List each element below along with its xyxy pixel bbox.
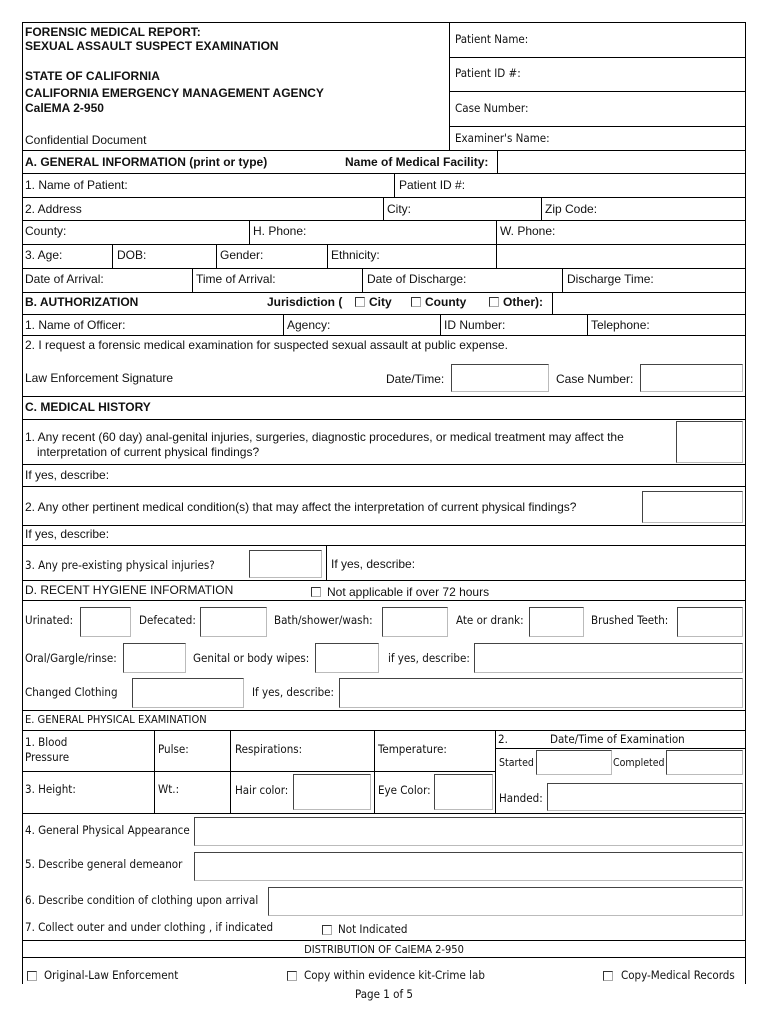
- jurisdiction-county-label: County: [425, 295, 467, 309]
- exam-datetime-number: 2.: [498, 732, 508, 746]
- eye-color-label: Eye Color:: [378, 783, 431, 797]
- jurisdiction-other-label: Other):: [503, 295, 543, 309]
- exam-request-text: 2. I request a forensic medical examination for suspected sexual assault at public expense.: [25, 338, 508, 352]
- bath-shower-label: Bath/shower/wash:: [274, 613, 373, 627]
- clothing-condition-input[interactable]: [268, 887, 743, 916]
- home-phone-field[interactable]: H. Phone:: [253, 224, 307, 238]
- defecated-input[interactable]: [200, 607, 267, 637]
- changed-clothing-input[interactable]: [132, 678, 244, 708]
- not-indicated-label: Not Indicated: [338, 922, 408, 936]
- section-d-heading: D. RECENT HYGIENE INFORMATION: [25, 583, 234, 597]
- age-field[interactable]: 3. Age:: [25, 248, 63, 262]
- q3-describe-field[interactable]: If yes, describe:: [331, 557, 416, 571]
- q2-describe-field[interactable]: If yes, describe:: [25, 527, 110, 541]
- copy-medical-records-label: Copy-Medical Records: [621, 968, 735, 982]
- copy-crime-lab-label: Copy within evidence kit-Crime lab: [304, 968, 485, 982]
- respirations-field[interactable]: Respirations:: [235, 742, 303, 756]
- urinated-input[interactable]: [80, 607, 131, 637]
- hygiene-describe-input[interactable]: [474, 643, 743, 673]
- header-case-number[interactable]: Case Number:: [455, 101, 529, 115]
- eye-color-input[interactable]: [434, 774, 493, 810]
- copy-medical-records-checkbox[interactable]: [603, 971, 613, 981]
- work-phone-field[interactable]: W. Phone:: [500, 224, 556, 238]
- general-demeanor-input[interactable]: [194, 852, 743, 881]
- telephone-field[interactable]: Telephone:: [591, 318, 650, 332]
- gender-field[interactable]: Gender:: [220, 248, 264, 262]
- urinated-label: Urinated:: [25, 613, 74, 627]
- pre-existing-injuries-answer[interactable]: [249, 550, 322, 578]
- state-label: STATE OF CALIFORNIA: [25, 69, 160, 83]
- address-field[interactable]: 2. Address: [25, 202, 82, 216]
- section-b-heading: B. AUTHORIZATION: [25, 295, 139, 309]
- original-law-enforcement-checkbox[interactable]: [27, 971, 37, 981]
- time-of-arrival-field[interactable]: Time of Arrival:: [196, 272, 276, 286]
- hair-color-label: Hair color:: [235, 783, 289, 797]
- clothing-describe-input[interactable]: [339, 678, 743, 708]
- medical-facility-label: Name of Medical Facility:: [345, 155, 489, 169]
- form-number: CalEMA 2-950: [25, 101, 104, 115]
- bath-shower-input[interactable]: [382, 607, 448, 637]
- medical-history-q2-answer[interactable]: [642, 491, 743, 523]
- jurisdiction-city-label: City: [369, 295, 392, 309]
- exam-started-input[interactable]: [536, 750, 612, 775]
- genital-wipes-label: Genital or body wipes:: [193, 651, 310, 665]
- patient-id-field[interactable]: Patient ID #:: [399, 178, 466, 192]
- exam-datetime-label: Date/Time of Examination: [550, 732, 685, 746]
- case-number-input[interactable]: [640, 364, 743, 392]
- exam-completed-label: Completed: [613, 757, 665, 769]
- not-indicated-checkbox[interactable]: [322, 925, 332, 935]
- datetime-input[interactable]: [451, 364, 549, 392]
- ethnicity-field[interactable]: Ethnicity:: [331, 248, 380, 262]
- county-field[interactable]: County:: [25, 224, 67, 238]
- page-number: Page 1 of 5: [355, 987, 413, 1001]
- id-number-field[interactable]: ID Number:: [444, 318, 506, 332]
- jurisdiction-other-checkbox[interactable]: [489, 297, 499, 307]
- section-c-heading: C. MEDICAL HISTORY: [25, 400, 151, 414]
- jurisdiction-city-checkbox[interactable]: [355, 297, 365, 307]
- header-patient-name[interactable]: Patient Name:: [455, 32, 529, 46]
- oral-gargle-label: Oral/Gargle/rinse:: [25, 651, 117, 665]
- handed-input[interactable]: [547, 783, 743, 811]
- height-field[interactable]: 3. Height:: [25, 782, 76, 796]
- case-number-label: Case Number:: [556, 372, 634, 386]
- agency-field[interactable]: Agency:: [287, 318, 331, 332]
- handed-label: Handed:: [499, 791, 543, 805]
- weight-field[interactable]: Wt.:: [158, 782, 180, 796]
- original-law-enforcement-label: Original-Law Enforcement: [44, 968, 179, 982]
- clothing-describe-label: If yes, describe:: [252, 685, 334, 699]
- blood-pressure-label-line1[interactable]: 1. Blood: [25, 735, 68, 749]
- discharge-time-field[interactable]: Discharge Time:: [567, 272, 654, 286]
- general-demeanor-label: 5. Describe general demeanor: [25, 857, 183, 871]
- medical-history-q1-line1: 1. Any recent (60 day) anal-genital injuries, surgeries, diagnostic procedures, or medical treatment may affect the: [25, 430, 624, 444]
- copy-crime-lab-checkbox[interactable]: [287, 971, 297, 981]
- hygiene-describe-label: if yes, describe:: [388, 651, 470, 665]
- genital-wipes-input[interactable]: [315, 643, 379, 673]
- pulse-field[interactable]: Pulse:: [158, 742, 189, 756]
- medical-history-q2: 2. Any other pertinent medical condition(s) that may affect the interpretation of current physical findings?: [25, 500, 577, 514]
- collect-clothing-label: 7. Collect outer and under clothing , if indicated: [25, 920, 274, 934]
- exam-completed-input[interactable]: [666, 750, 743, 775]
- hair-color-input[interactable]: [293, 774, 371, 810]
- distribution-heading: DISTRIBUTION OF CalEMA 2-950: [304, 943, 464, 956]
- form-title-line1: FORENSIC MEDICAL REPORT:: [25, 25, 201, 39]
- dob-field[interactable]: DOB:: [117, 248, 147, 262]
- general-appearance-label: 4. General Physical Appearance: [25, 823, 190, 837]
- oral-gargle-input[interactable]: [123, 643, 186, 673]
- clothing-condition-label: 6. Describe condition of clothing upon arrival: [25, 893, 259, 907]
- medical-history-q1-answer[interactable]: [676, 421, 743, 463]
- hygiene-not-applicable-checkbox[interactable]: [311, 587, 321, 597]
- header-patient-id[interactable]: Patient ID #:: [455, 66, 521, 80]
- pre-existing-injuries-label: 3. Any pre-existing physical injuries?: [25, 558, 215, 572]
- confidential-label: Confidential Document: [25, 133, 147, 147]
- brushed-teeth-label: Brushed Teeth:: [591, 613, 669, 627]
- city-field[interactable]: City:: [387, 202, 411, 216]
- general-appearance-input[interactable]: [194, 817, 743, 846]
- jurisdiction-label: Jurisdiction (: [267, 295, 343, 309]
- exam-started-label: Started: [499, 757, 534, 769]
- changed-clothing-label: Changed Clothing: [25, 685, 118, 699]
- header-examiner-name[interactable]: Examiner's Name:: [455, 131, 550, 145]
- brushed-teeth-input[interactable]: [677, 607, 743, 637]
- patient-name-field[interactable]: 1. Name of Patient:: [25, 178, 128, 192]
- zip-field[interactable]: Zip Code:: [545, 202, 598, 216]
- jurisdiction-county-checkbox[interactable]: [411, 297, 421, 307]
- agency-label: CALIFORNIA EMERGENCY MANAGEMENT AGENCY: [25, 86, 324, 100]
- form-title-line2: SEXUAL ASSAULT SUSPECT EXAMINATION: [25, 39, 279, 53]
- ate-drank-label: Ate or drank:: [456, 613, 524, 627]
- date-of-discharge-field[interactable]: Date of Discharge:: [367, 272, 467, 286]
- blood-pressure-label-line2: Pressure: [25, 750, 70, 764]
- section-a-heading: A. GENERAL INFORMATION (print or type): [25, 155, 268, 169]
- q1-describe-field[interactable]: If yes, describe:: [25, 468, 110, 482]
- officer-name-field[interactable]: 1. Name of Officer:: [25, 318, 126, 332]
- section-e-heading: E. GENERAL PHYSICAL EXAMINATION: [25, 713, 207, 726]
- datetime-label: Date/Time:: [386, 372, 445, 386]
- date-of-arrival-field[interactable]: Date of Arrival:: [25, 272, 104, 286]
- medical-history-q1-line2: interpretation of current physical findings?: [37, 445, 260, 459]
- defecated-label: Defecated:: [139, 613, 196, 627]
- ate-drank-input[interactable]: [529, 607, 584, 637]
- temperature-field[interactable]: Temperature:: [378, 742, 447, 756]
- law-enforcement-signature-label: Law Enforcement Signature: [25, 371, 174, 385]
- hygiene-not-applicable-label: Not applicable if over 72 hours: [327, 585, 490, 599]
